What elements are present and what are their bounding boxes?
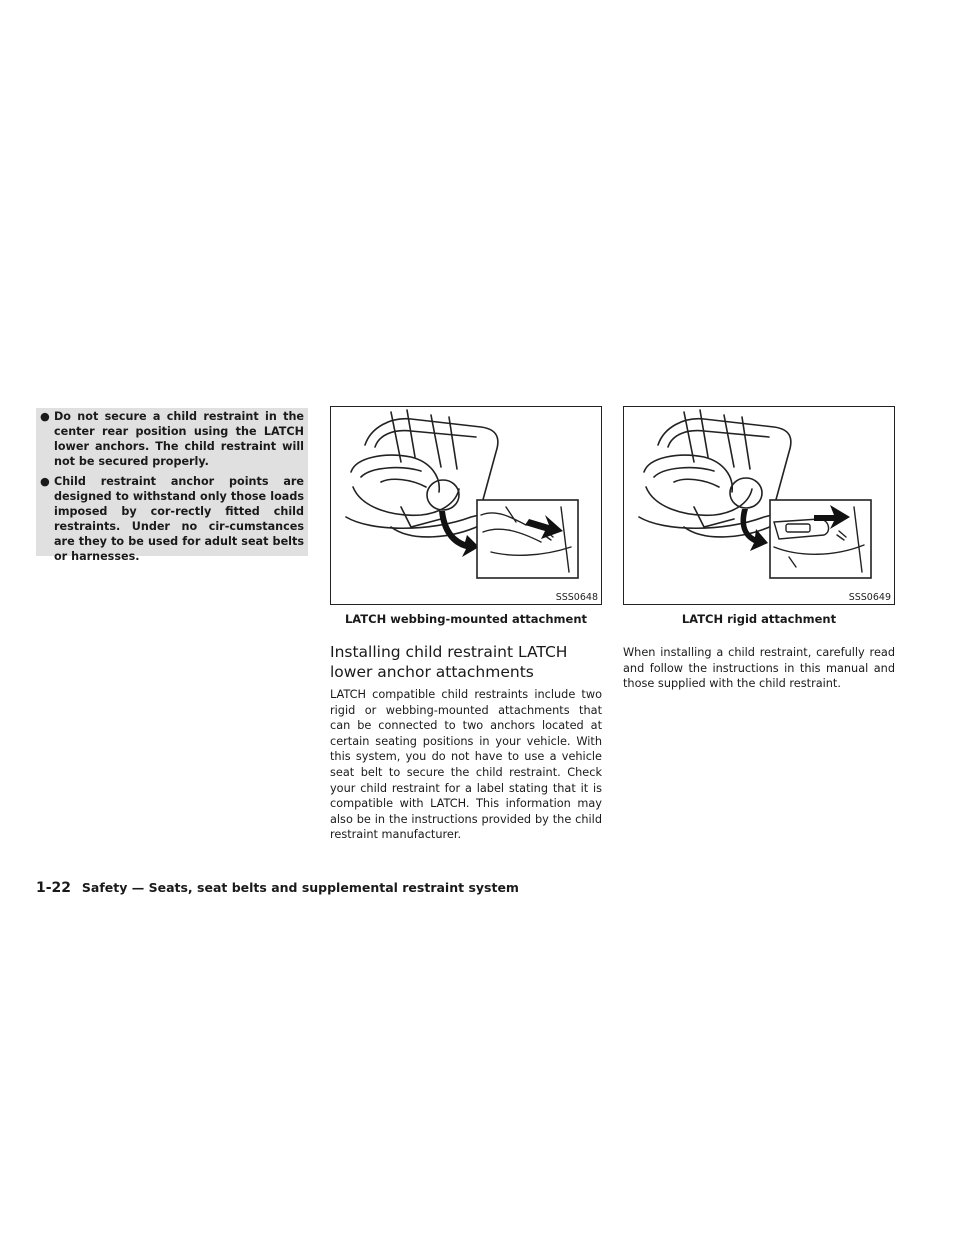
page-footer bbox=[36, 880, 519, 896]
bullet-icon: ● bbox=[40, 475, 50, 488]
seat-illustration-icon bbox=[331, 407, 601, 604]
figure-latch-webbing bbox=[330, 406, 602, 605]
section-heading: Installing child restraint LATCH lower anchor attachments bbox=[330, 643, 568, 681]
chapter-title: Safety — Seats, seat belts and supplemental restraint system bbox=[81, 880, 519, 895]
figure-code: SSS0649 bbox=[848, 592, 891, 603]
warning-text: Do not secure a child restraint in the center rear position using the LATCH lower anchors. The child restraint will not be secured properly. bbox=[54, 410, 304, 468]
bullet-icon: ● bbox=[40, 410, 50, 423]
warning-item bbox=[38, 409, 304, 469]
seat-illustration-icon bbox=[624, 407, 894, 604]
page-number: 1-22 bbox=[36, 880, 72, 896]
warning-text: Child restraint anchor points are designed to withstand only those loads imposed by cor-rectly fitted child restraints. Under no cir-cumstances are they to be used for adult seat belts or harnesses. bbox=[54, 475, 304, 563]
figure-code: SSS0648 bbox=[555, 592, 598, 603]
warning-item bbox=[38, 474, 304, 564]
figure-caption: LATCH webbing-mounted attachment bbox=[344, 612, 588, 626]
figure-caption: LATCH rigid attachment bbox=[681, 612, 837, 626]
warning-box bbox=[36, 408, 308, 563]
body-paragraph: LATCH compatible child restraints include two rigid or webbing-mounted attachments that can be connected to two anchors located at certain seating positions in your vehicle. With this system, you do not have to use a vehicle seat belt to secure the child restraint. Check your child restraint for a label stating that it is compatible with LATCH. This information may also be in the instructions provided by the child restraint manufacturer. bbox=[330, 688, 602, 842]
body-paragraph: When installing a child restraint, carefully read and follow the instructions in this manual and those supplied with the child restraint. bbox=[623, 646, 895, 691]
figure-latch-rigid bbox=[623, 406, 895, 605]
